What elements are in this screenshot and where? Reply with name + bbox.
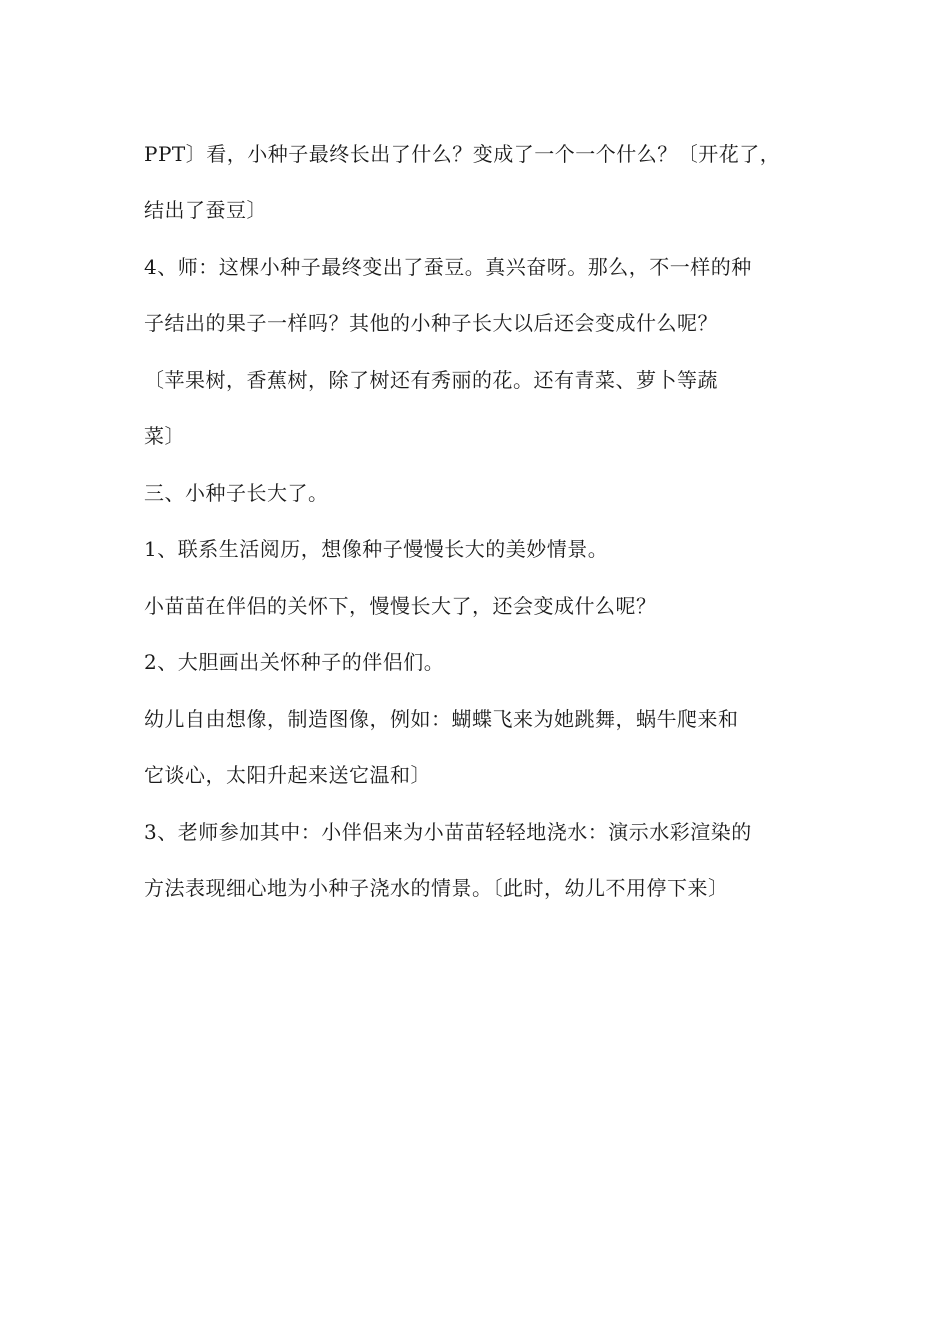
text-line: 它谈心，太阳升起来送它温和〕 (144, 763, 431, 787)
text-line: 子结出的果子一样吗？其他的小种子长大以后还会变成什么呢？ (144, 311, 718, 335)
text-line: 菜〕 (144, 424, 185, 448)
text-line: PPT〕看，小种子最终长出了什么？变成了一个一个什么？〔开花了， (144, 142, 781, 166)
text-line: 方法表现细心地为小种子浇水的情景。〔此时，幼儿不用停下来〕 (144, 876, 729, 900)
text-line: 小苗苗在伴侣的关怀下，慢慢长大了，还会变成什么呢？ (144, 594, 657, 618)
text-line: 幼儿自由想像，制造图像，例如：蝴蝶飞来为她跳舞，蜗牛爬来和 (144, 707, 739, 731)
section-heading: 三、小种子长大了。 (144, 481, 329, 505)
text-line: 4、师：这棵小种子最终变出了蚕豆。真兴奋呀。那么，不一样的种 (144, 255, 752, 279)
text-line: 〔苹果树，香蕉树，除了树还有秀丽的花。还有青菜、萝卜等蔬 (144, 368, 718, 392)
text-line: 1、联系生活阅历，想像种子慢慢长大的美妙情景。 (144, 537, 609, 561)
text-line: 2、大胆画出关怀种子的伴侣们。 (144, 650, 445, 674)
text-line: 3、老师参加其中：小伴侣来为小苗苗轻轻地浇水：演示水彩渲染的 (144, 820, 752, 844)
text-line: 结出了蚕豆〕 (144, 198, 267, 222)
